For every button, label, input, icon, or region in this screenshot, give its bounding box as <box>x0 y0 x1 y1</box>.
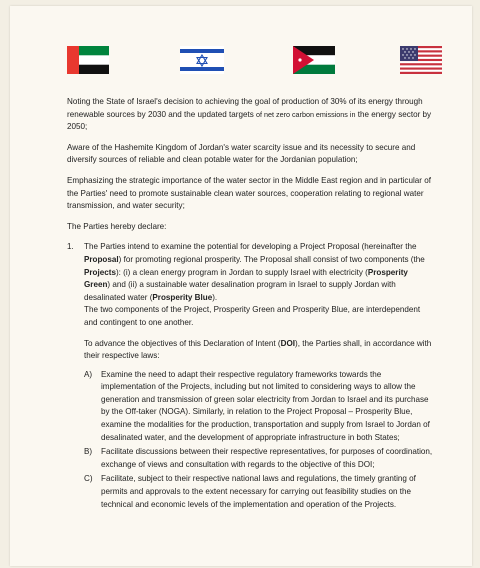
jordan-flag <box>293 46 335 74</box>
sub-text: Examine the need to adapt their respective regulatory frameworks towards the implementation of the Projects, including but not limited to considering ways to allow the generation and transmission of green solar electricity from Jordan to Israel and its purchase by the Off-taker (NOGA). Similarly, in relation to the Project Proposal – Prosperity Blue, examine the modalities for the production, transportation and supply from Israel to Jordan of desalinated water, and the development of appropriate infrastructure in both States; <box>101 369 430 442</box>
sub-item-b <box>84 446 435 471</box>
sub-list <box>84 369 435 512</box>
term-doi: DOI <box>280 338 295 348</box>
sub-text: Facilitate discussions between their respective representatives, for purposes of coordination, exchange of views and consultation with regards to the objective of this DOI; <box>101 447 433 469</box>
item1-interdependent: The two components of the Project, Prosperity Green and Prosperity Blue, are interdependent and contingent to one another. <box>84 305 421 327</box>
paragraph-noting <box>67 96 435 134</box>
text-seg: ) and (ii) a sustainable water desalination program in Israel to supply Jordan with desalinated water ( <box>84 280 396 302</box>
text-seg: The Parties intend to examine the potential for developing a Project Proposal (hereinafter the <box>84 242 417 252</box>
declaration-list <box>67 241 435 511</box>
declare-line: The Parties hereby declare: <box>67 221 167 231</box>
item1-advance-text <box>84 338 435 363</box>
term-proposal: Proposal <box>84 254 119 264</box>
term-prosperity-green: Prosperity Green <box>84 267 408 290</box>
para1-text-a: Noting the State of Israel's decision to achieving the goal of production of 30% of its energy through renewable sources by 2030 and the updated targets <box>67 97 423 119</box>
usa-flag <box>400 46 442 74</box>
term-projects: Projects <box>84 267 116 277</box>
sub-letter: A) <box>84 369 93 379</box>
uae-flag <box>67 46 109 74</box>
sub-letter: B) <box>84 447 93 457</box>
sub-item-c <box>84 473 435 511</box>
para1-text-small: of net zero carbon emissions in <box>256 109 356 119</box>
document-page <box>10 6 472 566</box>
text-seg: ) for promoting regional prosperity. The Proposal shall consist of two components (the <box>118 254 425 264</box>
para1-text-b: the energy sector by 2050; <box>67 109 432 132</box>
list-item-1 <box>67 241 435 511</box>
item1-main-text <box>84 241 435 304</box>
document-body <box>67 96 435 513</box>
paragraph-aware: Aware of the Hashemite Kingdom of Jordan's water scarcity issue and its necessity to secure and diversify sources of reliable and clean potable water for the Jordanian population; <box>67 142 416 165</box>
text-seg: ). <box>212 292 218 302</box>
term-prosperity-blue: Prosperity Blue <box>152 292 213 302</box>
flags-row <box>10 46 472 86</box>
item-number: 1. <box>67 242 74 252</box>
text-seg: To advance the objectives of this Declaration of Intent ( <box>84 338 281 348</box>
text-seg: ), the Parties shall, in accordance with their respective laws: <box>84 338 432 361</box>
paragraph-emphasizing: Emphasizing the strategic importance of the water sector in the Middle East region and in particular of the Parties' need to promote sustainable clean water sources, cooperation relating to regional water transmission, and water security; <box>67 175 431 211</box>
sub-letter: C) <box>84 474 93 484</box>
israel-flag <box>180 46 224 74</box>
sub-text: Facilitate, subject to their respective national laws and regulations, the timely granting of permits and approvals to the extent necessary for carrying out feasibility studies on the technical and economic levels of the implementation and operation of the Projects. <box>101 474 416 509</box>
sub-item-a <box>84 369 435 445</box>
text-seg: ): (i) a clean energy program in Jordan to supply Israel with electricity ( <box>115 267 368 277</box>
